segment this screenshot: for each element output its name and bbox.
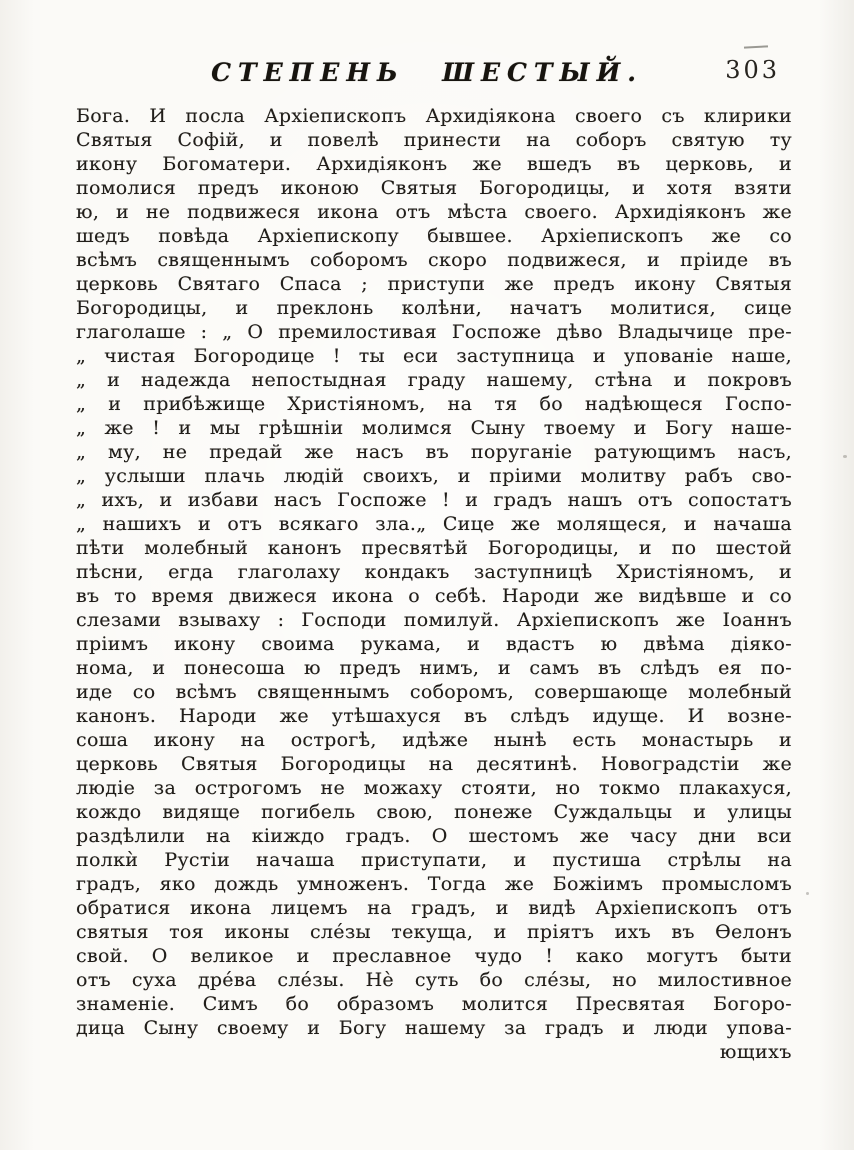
- text-line: „ ихъ, и избави насъ Госпоже ! и градъ нашъ отъ сопостатъ: [76, 489, 792, 511]
- text-line: всѣмъ священнымъ соборомъ скоро подвижеся, и пріиде въ: [76, 249, 792, 271]
- text-line: знаменіе. Симъ бо образомъ молится Пресвятая Богоро-: [76, 993, 792, 1015]
- scan-speck: [806, 892, 809, 895]
- text-line: святыя тоя иконы сле́зы текуща, и пріятъ ихъ въ Ѳелонъ: [76, 921, 792, 943]
- text-line: Святыя Софій, и повелѣ принести на соборъ святую ту: [76, 129, 792, 151]
- text-line: Богородицы, и преклонь колѣни, начатъ молитися, сице: [76, 297, 792, 319]
- text-line: ю, и не подвижеся икона отъ мѣста своего. Архидіяконъ же: [76, 201, 792, 223]
- text-line: нома, и понесоша ю предъ нимъ, и самъ въ слѣдъ ея по-: [76, 657, 792, 679]
- running-title: СТЕПЕНЬ ШЕСТЫЙ.: [211, 58, 643, 87]
- text-line: „ же ! и мы грѣшніи молимся Сыну твоему и Богу наше-: [76, 417, 792, 439]
- scan-speck: [534, 138, 538, 140]
- text-line: помолися предъ иконою Святыя Богородицы, и хотя взяти: [76, 177, 792, 199]
- text-line: глаголаше : „ О премилостивая Госпоже дѣво Владычице пре-: [76, 321, 792, 343]
- text-line: канонъ. Народи же утѣшахуся въ слѣдъ идуще. И возне-: [76, 705, 792, 727]
- text-line: „ нашихъ и отъ всякаго зла.„ Сице же молящеся, и начаша: [76, 513, 792, 535]
- text-line: полкѝ Рустіи начаша приступати, и пустиша стрѣлы на: [76, 849, 792, 871]
- text-line: раздѣлили на кіиждо градъ. О шестомъ же часу дни вси: [76, 825, 792, 847]
- text-line: церковь Святыя Богородицы на десятинѣ. Новоградстіи же: [76, 753, 792, 775]
- text-line: людіе за острогомъ не можаху стояти, но токмо плакахуся,: [76, 777, 792, 799]
- text-line: икону Богоматери. Архидіяконъ же вшедъ въ церковь, и: [76, 153, 792, 175]
- text-line: соша икону на острогѣ, идѣже нынѣ есть монастырь и: [76, 729, 792, 751]
- text-line: Бога. И посла Архіепископъ Архидіякона своего съ клирики: [76, 105, 792, 127]
- text-line: слезами взываху : Господи помилуй. Архіепископъ же Іоаннъ: [76, 609, 792, 631]
- text-line: церковь Святаго Спаса ; приступи же предъ икону Святыя: [76, 273, 792, 295]
- text-line: „ услыши плачь людій своихъ, и пріими молитву рабъ сво-: [76, 465, 792, 487]
- text-line: свой. О великое и преславное чудо ! како могутъ быти: [76, 945, 792, 967]
- text-line: отъ суха дре́ва сле́зы. Нѐ суть бо сле́зы, но милостивное: [76, 969, 792, 991]
- text-line: „ и надежда непостыдная граду нашему, стѣна и покровъ: [76, 369, 792, 391]
- text-line: шедъ повѣда Архіепископу бывшее. Архіепископъ же со: [76, 225, 792, 247]
- text-line: обратися икона лицемъ на градъ, и видѣ Архіепископъ отъ: [76, 897, 792, 919]
- text-line: иде со всѣмъ священнымъ соборомъ, совершающе молебный: [76, 681, 792, 703]
- text-line: пѣсни, егда глаголаху кондакъ заступницѣ Христіяномъ, и: [76, 561, 792, 583]
- text-line: „ му, не предай же насъ въ поруганіе ратующимъ насъ,: [76, 441, 792, 463]
- scan-artifact-dash: [744, 45, 768, 48]
- catchword: ющихъ: [719, 1041, 792, 1063]
- text-line: „ чистая Богородице ! ты еси заступница и упованіе наше,: [76, 345, 792, 367]
- scan-speck: [843, 455, 847, 458]
- scan-speck: [366, 112, 369, 117]
- text-line: пѣти молебный канонъ пресвятѣй Богородицы, и по шестой: [76, 537, 792, 559]
- text-line: градъ, яко дождь умноженъ. Тогда же Божіимъ промысломъ: [76, 873, 792, 895]
- text-line: кождо видяще погибель свою, понеже Суждальцы и улицы: [76, 801, 792, 823]
- text-line: въ то время движеся икона о себѣ. Народи же видѣвше и со: [76, 585, 792, 607]
- text-line: дица Сыну своему и Богу нашему за градъ и люди упова-: [76, 1017, 792, 1039]
- text-line: пріимъ икону своима рукама, и вдастъ ю двѣма діяко-: [76, 633, 792, 655]
- page-number: 303: [725, 56, 780, 84]
- body-text: [76, 104, 792, 1064]
- text-line: „ и прибѣжище Христіяномъ, на тя бо надѣющеся Госпо-: [76, 393, 792, 415]
